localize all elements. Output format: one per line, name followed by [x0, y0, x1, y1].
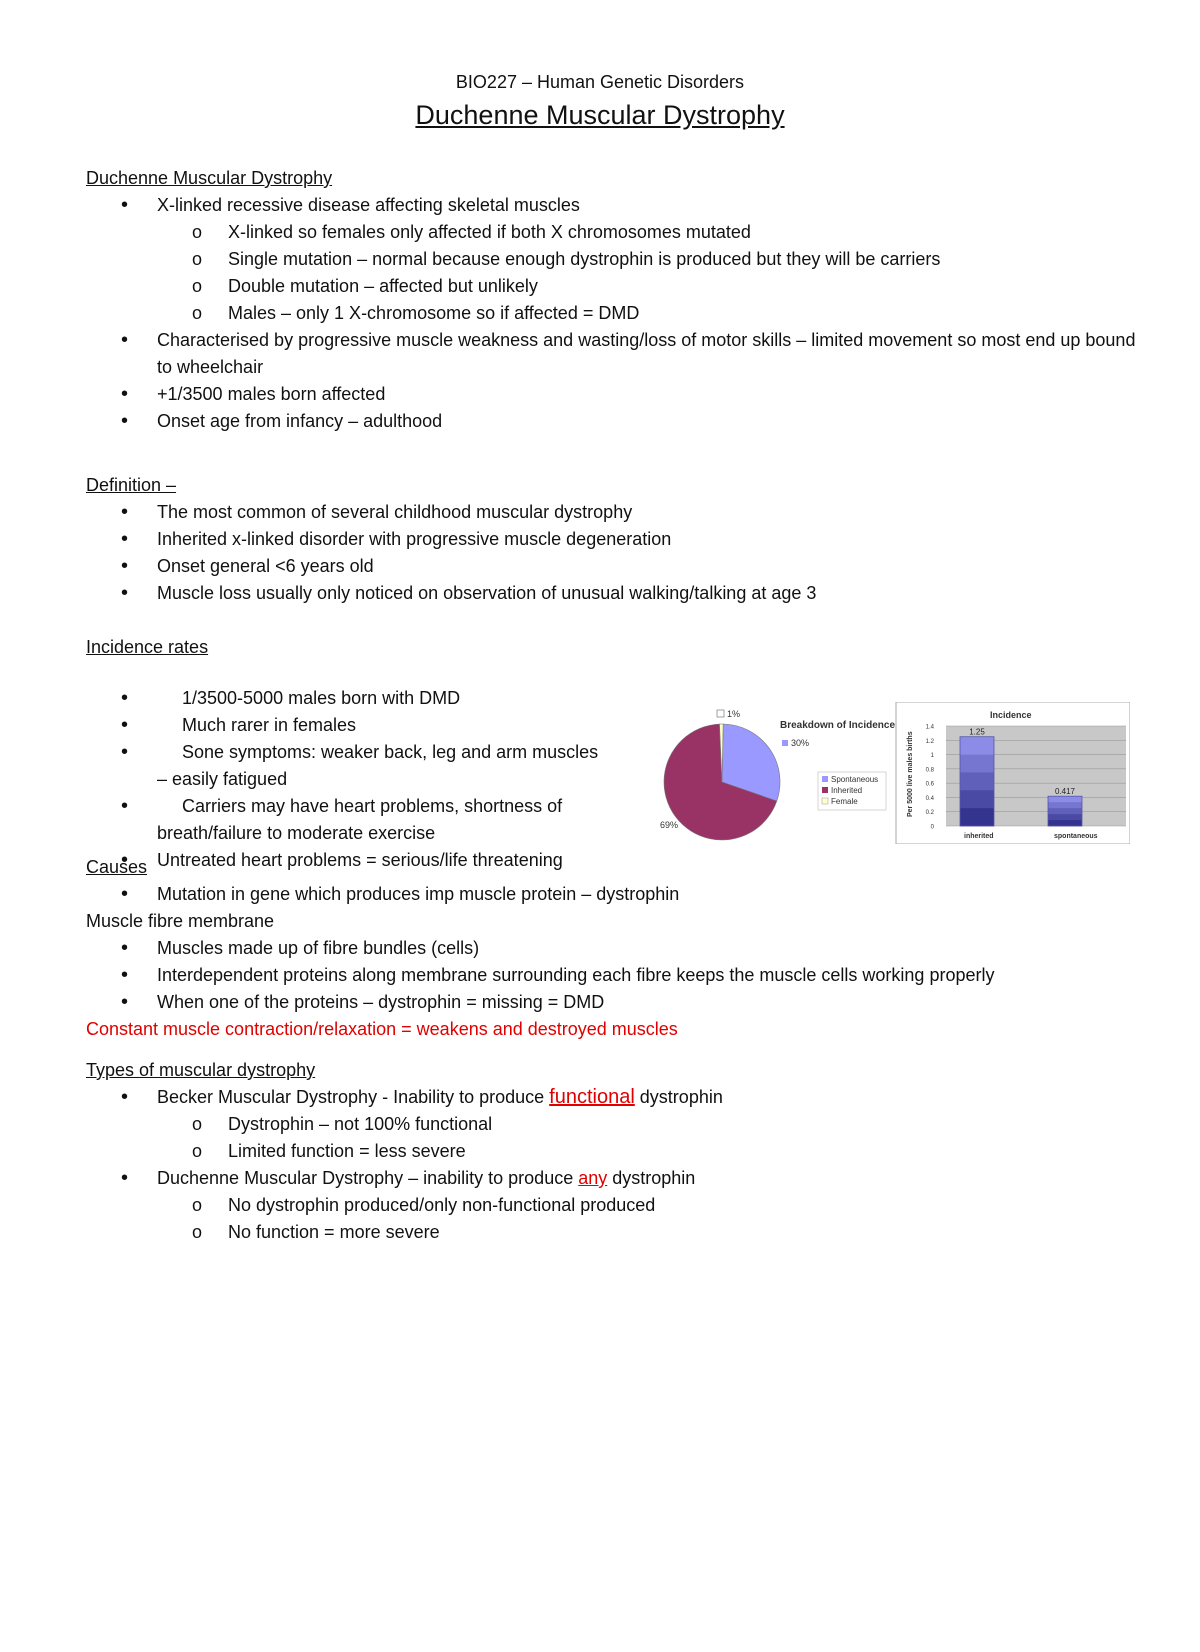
- bar-x-label-spontaneous: spontaneous: [1054, 833, 1098, 840]
- list-item: o X-linked so females only affected if both X chromosomes mutated: [157, 219, 1146, 246]
- bullet-list: [86, 881, 1146, 908]
- bullet-list: [86, 1084, 1146, 1246]
- section-heading: Duchenne Muscular Dystrophy: [86, 168, 333, 188]
- y-tick-label: 0: [930, 824, 934, 831]
- pie-slices: [664, 724, 780, 840]
- list-item: o Limited function = less severe: [157, 1138, 1146, 1165]
- pie-chart-title: Breakdown of Incidence: [780, 720, 896, 731]
- list-item: • Onset age from infancy – adulthood: [86, 408, 1146, 435]
- list-item: [86, 793, 646, 847]
- section-incidence: [86, 634, 646, 874]
- list-item: o Dystrophin – not 100% functional: [157, 1111, 1146, 1138]
- section-heading: Definition –: [86, 475, 177, 495]
- legend-swatch-female: [822, 798, 828, 804]
- pie-label-inherited: 69%: [660, 820, 679, 830]
- list-item: o No dystrophin produced/only non-functional produced: [157, 1192, 1146, 1219]
- list-item: • Muscle loss usually only noticed on observation of unusual walking/talking at age 3: [86, 580, 1146, 607]
- section-definition: [86, 472, 1146, 607]
- bullet-list: [86, 685, 646, 874]
- list-item: [86, 739, 646, 793]
- keyword-functional: functional: [549, 1086, 635, 1108]
- list-item: • When one of the proteins – dystrophin = missing = DMD: [86, 989, 1146, 1016]
- section-types: [86, 1057, 1146, 1246]
- section-heading: Types of muscular dystrophy: [86, 1060, 316, 1080]
- list-item-text: – easily fatigued: [157, 769, 288, 789]
- legend-swatch-inherited: [822, 787, 828, 793]
- legend-female: Female: [831, 797, 858, 806]
- list-item-text: Becker Muscular Dystrophy - Inability to produce: [157, 1087, 550, 1107]
- bar-inherited: [960, 737, 994, 755]
- bullet-list: [86, 192, 1146, 435]
- list-item: [86, 192, 1146, 327]
- bar-spontaneous: [1048, 814, 1082, 820]
- pie-female-swatch: [717, 710, 724, 717]
- list-item-text: X-linked recessive disease affecting skeletal muscles: [157, 195, 580, 215]
- sub-list: [157, 219, 1146, 327]
- list-item: [86, 712, 646, 739]
- bar-inherited: [960, 755, 994, 773]
- bullet-list: [86, 499, 1146, 607]
- bar-y-axis-label: Per 5000 live males births: [907, 731, 914, 817]
- list-item: • Untreated heart problems = serious/life threatening: [86, 847, 646, 874]
- list-item-text: Carriers may have heart problems, shortness of: [182, 796, 563, 816]
- list-item-text: breath/failure to moderate exercise: [157, 823, 436, 843]
- section-heading: Incidence rates: [86, 637, 209, 657]
- list-item: • Interdependent proteins along membrane surrounding each fibre keeps the muscle cells working properly: [86, 962, 1146, 989]
- bar-spontaneous: [1048, 820, 1082, 826]
- list-item-text: dystrophin: [634, 1087, 723, 1107]
- bar-chart-title: Incidence: [990, 710, 1032, 720]
- list-item: o Single mutation – normal because enough dystrophin is produced but they will be carriers: [157, 246, 1146, 273]
- list-item: • The most common of several childhood muscular dystrophy: [86, 499, 1146, 526]
- bar-spontaneous: [1048, 802, 1082, 808]
- list-item: [86, 1165, 1146, 1246]
- bar-spontaneous: [1048, 808, 1082, 814]
- y-tick-label: 0.8: [925, 767, 934, 774]
- pie-label-female: 1%: [727, 709, 741, 719]
- list-item: • Characterised by progressive muscle weakness and wasting/loss of motor skills – limited movement so most end up bound to wheelchair: [86, 327, 1146, 381]
- bar-spontaneous: [1048, 796, 1082, 802]
- bar-inherited: [960, 772, 994, 790]
- list-item: o No function = more severe: [157, 1219, 1146, 1246]
- section-heading: Causes: [86, 857, 148, 877]
- list-item-text: Duchenne Muscular Dystrophy – inability to produce: [157, 1168, 579, 1188]
- bar-value-label: 1.25: [969, 727, 985, 737]
- section-overview: [86, 165, 1146, 435]
- bar-value-label: 0.417: [1054, 787, 1076, 797]
- legend-swatch-spontaneous: [822, 776, 828, 782]
- incidence-charts: [660, 702, 1130, 844]
- list-item: [86, 1084, 1146, 1165]
- sub-list: [157, 1192, 1146, 1246]
- keyword-any: any: [578, 1168, 608, 1188]
- list-item: • +1/3500 males born affected: [86, 381, 1146, 408]
- list-item-text: Much rarer in females: [182, 715, 357, 735]
- bar-inherited: [960, 790, 994, 808]
- highlight-text: Constant muscle contraction/relaxation = weakens and destroyed muscles: [86, 1019, 678, 1039]
- list-item: • Inherited x-linked disorder with progressive muscle degeneration: [86, 526, 1146, 553]
- y-tick-label: 1: [930, 753, 934, 760]
- list-item-text: dystrophin: [607, 1168, 696, 1188]
- y-tick-label: 1.4: [925, 724, 934, 731]
- pie-spontaneous-swatch: [782, 740, 788, 746]
- bar-inherited: [960, 808, 994, 826]
- y-tick-label: 1.2: [925, 738, 934, 745]
- list-item: o Double mutation – affected but unlikely: [157, 273, 1146, 300]
- list-item: [86, 685, 646, 712]
- y-tick-label: 0.4: [925, 795, 934, 802]
- y-tick-label: 0.2: [925, 810, 934, 817]
- list-item: o Males – only 1 X-chromosome so if affected = DMD: [157, 300, 1146, 327]
- list-item-text: Sone symptoms: weaker back, leg and arm muscles: [182, 742, 599, 762]
- legend-spontaneous: Spontaneous: [831, 775, 879, 784]
- subheading: Muscle fibre membrane: [86, 911, 275, 931]
- bar-x-label-inherited: inherited: [964, 833, 994, 840]
- page-title: Duchenne Muscular Dystrophy: [415, 100, 785, 130]
- list-item: • Onset general <6 years old: [86, 553, 1146, 580]
- list-item: • Muscles made up of fibre bundles (cells): [86, 935, 1146, 962]
- list-item-text: 1/3500-5000 males born with DMD: [182, 688, 461, 708]
- legend-inherited: Inherited: [831, 786, 863, 795]
- course-title: BIO227 – Human Genetic Disorders: [455, 72, 745, 92]
- y-tick-label: 0.6: [925, 781, 934, 788]
- section-causes: [86, 854, 1146, 1043]
- sub-list: [157, 1111, 1146, 1165]
- pie-label-spontaneous: 30%: [791, 738, 810, 748]
- bullet-list: [86, 935, 1146, 1016]
- list-item: • Mutation in gene which produces imp muscle protein – dystrophin: [86, 881, 1146, 908]
